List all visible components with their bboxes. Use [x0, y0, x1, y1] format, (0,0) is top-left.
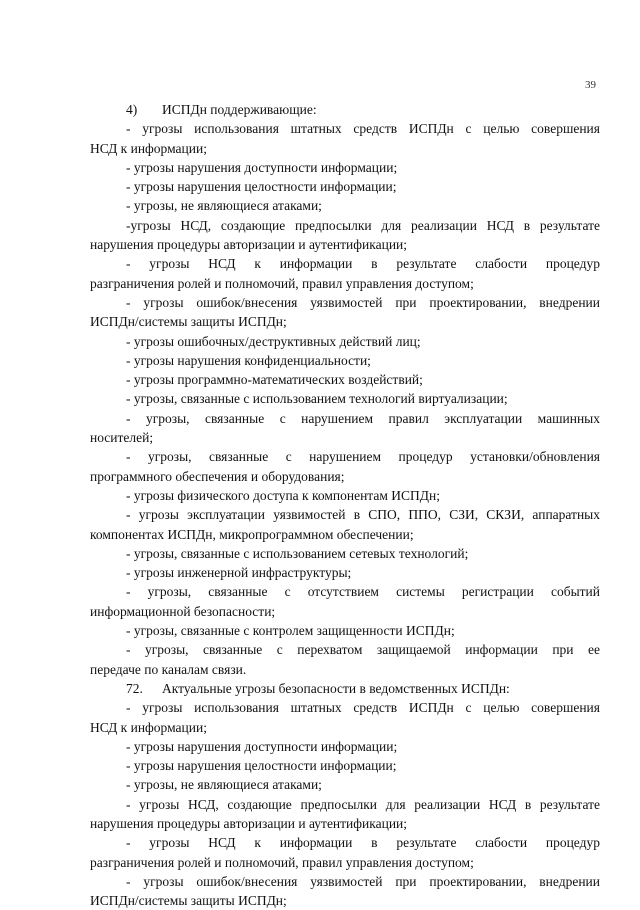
continuation-line: информационной безопасности;: [90, 603, 276, 619]
list-item-line: - угрозы НСД к информации в результате слабости процедур: [126, 835, 600, 851]
list-item-line: - угрозы физического доступа к компонентам ИСПДн;: [126, 487, 440, 503]
list-item-line: - угрозы, связанные с отсутствием системы регистрации событий: [126, 584, 600, 600]
list-item-line: - угрозы нарушения конфиденциальности;: [126, 352, 371, 368]
list-item-line: - угрозы, связанные с использованием технологий виртуализации;: [126, 391, 508, 407]
list-item-line: - угрозы, не являющиеся атаками;: [126, 198, 322, 214]
list-item-line: - угрозы, не являющиеся атаками;: [126, 777, 322, 793]
list-item-line: - угрозы инженерной инфраструктуры;: [126, 565, 352, 581]
list-item-line: - угрозы эксплуатации уязвимостей в СПО, ППО, СЗИ, СКЗИ, аппаратных: [126, 507, 600, 523]
list-item-line: - угрозы нарушения целостности информации;: [126, 179, 397, 195]
list-item-line: - угрозы ошибочных/деструктивных действий лиц;: [126, 333, 421, 349]
numbered-item-heading: [90, 100, 600, 119]
list-item-line: - угрозы нарушения доступности информации;: [126, 159, 398, 175]
continuation-line: передаче по каналам связи.: [90, 661, 247, 677]
list-item-line: - угрозы использования штатных средств ИСПДн с целью совершения: [126, 121, 600, 137]
document-body: [90, 100, 600, 910]
item-number: 4): [126, 102, 138, 117]
list-item-line: - угрозы ошибок/внесения уязвимостей при проектировании, внедрении: [126, 873, 600, 889]
item-number: 72.: [126, 680, 143, 696]
list-item-line: - угрозы ошибок/внесения уязвимостей при проектировании, внедрении: [126, 294, 600, 310]
continuation-line: разграничения ролей и полномочий, правил управления доступом;: [90, 854, 474, 870]
continuation-line: ИСПДн/системы защиты ИСПДн;: [90, 314, 287, 330]
continuation-line: компонентах ИСПДн, микропрограммном обеспечении;: [90, 526, 414, 542]
item-heading-text: Актуальные угрозы безопасности в ведомственных ИСПДн:: [162, 680, 510, 696]
continuation-line: нарушения процедуры авторизации и аутентификации;: [90, 815, 408, 831]
list-item-line: - угрозы нарушения целостности информации;: [126, 758, 397, 774]
list-item-line: - угрозы использования штатных средств ИСПДн с целью совершения: [126, 700, 600, 716]
continuation-line: программного обеспечения и оборудования;: [90, 468, 345, 484]
numbered-item-heading: [90, 679, 600, 698]
list-item-line: - угрозы нарушения доступности информации;: [126, 738, 398, 754]
list-item-line: -угрозы НСД, создающие предпосылки для реализации НСД в результате: [126, 217, 600, 233]
list-item-line: - угрозы, связанные с использованием сетевых технологий;: [126, 545, 469, 561]
continuation-line: ИСПДн/системы защиты ИСПДн;: [90, 893, 287, 909]
list-item-line: - угрозы НСД к информации в результате слабости процедур: [126, 256, 600, 272]
continuation-line: нарушения процедуры авторизации и аутентификации;: [90, 237, 408, 253]
list-item-line: - угрозы, связанные с нарушением правил эксплуатации машинных: [126, 410, 600, 426]
page-number: 39: [585, 79, 596, 91]
list-item-line: - угрозы программно-математических воздействий;: [126, 372, 423, 388]
continuation-line: НСД к информации;: [90, 719, 207, 735]
list-item-line: - угрозы, связанные с нарушением процедур установки/обновления: [126, 449, 600, 465]
list-item-line: - угрозы, связанные с контролем защищенности ИСПДн;: [126, 623, 455, 639]
list-item-line: - угрозы НСД, создающие предпосылки для реализации НСД в результате: [126, 796, 600, 812]
continuation-line: носителей;: [90, 430, 154, 446]
list-item-line: - угрозы, связанные с перехватом защищаемой информации при ее: [126, 642, 600, 658]
continuation-line: разграничения ролей и полномочий, правил управления доступом;: [90, 275, 474, 291]
continuation-line: НСД к информации;: [90, 140, 207, 156]
item-heading-text: ИСПДн поддерживающие:: [162, 102, 317, 117]
